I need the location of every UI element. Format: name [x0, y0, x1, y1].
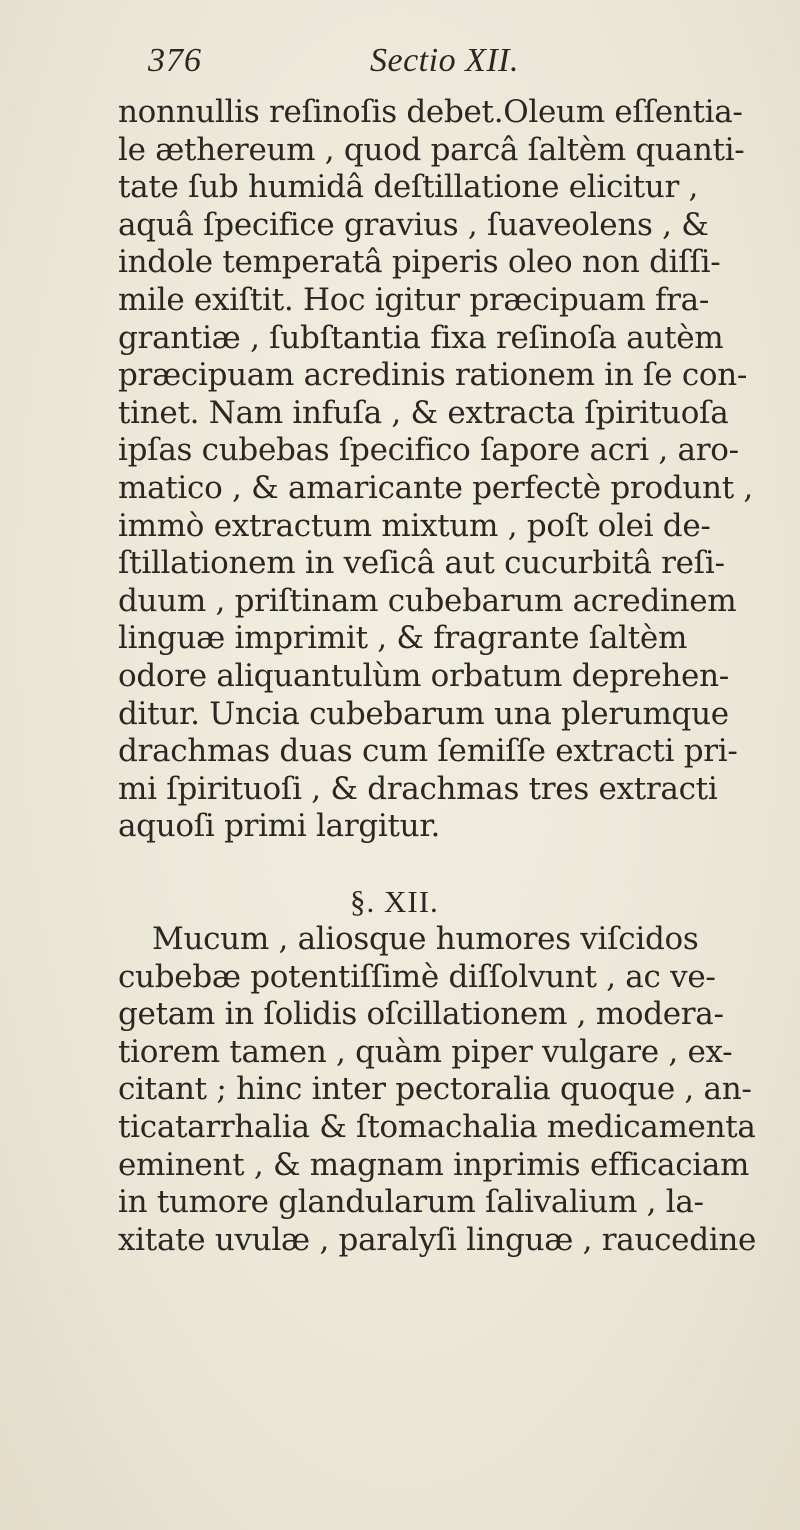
text-line: xitate uvulæ , paralyſi linguæ , raucedine	[118, 1221, 757, 1258]
body-text	[118, 94, 794, 1259]
text-line: eminent , & magnam inprimis efficaciam	[118, 1146, 750, 1183]
text-line: getam in ſolidis oſcillationem , modera-	[118, 996, 724, 1033]
text-line: drachmas duas cum ſemiſſe extracti pri-	[118, 733, 738, 770]
text-line: præcipuam acredinis rationem in ſe con-	[118, 357, 748, 394]
text-line: mile exiſtit. Hoc igitur præcipuam fra-	[118, 281, 710, 318]
text-line: Mucum , aliosque humores viſcidos	[152, 921, 699, 958]
text-line: ſtillationem in veſicâ aut cucurbitâ reſi-	[118, 545, 725, 582]
text-line: le æthereum , quod parcâ ſaltèm quanti-	[118, 131, 745, 168]
text-line: tinet. Nam infuſa , & extracta ſpirituoſa	[118, 394, 729, 431]
text-line: odore aliquantulùm orbatum deprehen-	[118, 657, 729, 694]
text-line: ditur. Uncia cubebarum una plerumque	[118, 695, 729, 732]
text-line: immò extractum mixtum , poſt olei de-	[118, 507, 711, 544]
text-line: ticatarrhalia & ſtomachalia medicamenta	[118, 1109, 756, 1146]
text-line: aquoſi primi largitur.	[118, 808, 441, 845]
text-line: aquâ ſpecifice gravius , ſuaveolens , &	[118, 206, 709, 243]
text-line: ipſas cubebas ſpecifico ſapore acri , aro-	[118, 432, 739, 469]
text-line: grantiæ , ſubſtantia fixa reſinoſa autèm	[118, 319, 724, 356]
text-line: matico , & amaricante perfectè produnt ,	[118, 469, 753, 506]
page-header	[148, 42, 708, 92]
text-line: in tumore glandularum ſalivalium , la-	[118, 1184, 704, 1221]
text-line: cubebæ potentiſſimè diſſolvunt , ac ve-	[118, 958, 716, 995]
text-line: nonnullis reſinoſis debet.Oleum eſſentia-	[118, 94, 743, 130]
text-line: tiorem tamen , quàm piper vulgare , ex-	[118, 1033, 733, 1070]
text-line: citant ; hinc inter pectoralia quoque , an-	[118, 1071, 752, 1108]
running-head: Sectio XII.	[370, 42, 519, 79]
text-line: indole temperatâ piperis oleo non diſſi-	[118, 244, 721, 281]
text-line: duum , priſtinam cubebarum acredinem	[118, 582, 737, 619]
text-line: mi ſpirituoſi , & drachmas tres extracti	[118, 770, 718, 807]
section-heading: §. XII.	[350, 884, 439, 920]
paragraph-gap	[118, 846, 794, 884]
text-line: linguæ imprimit , & fragrante ſaltèm	[118, 620, 688, 657]
text-line: tate ſub humidâ deſtillatione elicitur ,	[118, 169, 699, 206]
page-number: 376	[148, 42, 202, 79]
